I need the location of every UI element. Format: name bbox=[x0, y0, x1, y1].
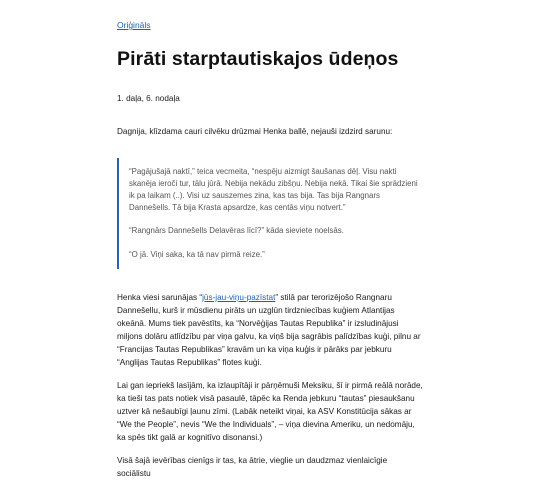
page-title: Pirāti starptautiskajos ūdeņos bbox=[117, 48, 399, 70]
inline-link[interactable]: jūs-jau-viņu-pazīstat bbox=[202, 292, 276, 302]
original-link[interactable]: Oriģināls bbox=[117, 20, 151, 30]
quote-paragraph: “Pagājušajā naktī,” teica vecmeita, “nespēju aizmigt šaušanas dēļ. Visu nakti skanēja ieroči tur, tālu jūrā. Nebija nekādu zibšņu. Nebija nekā. Tikai šie sprādzieni ik pa laikam (..). Visi uz sauszemes zina, kas tas bija. Tas bija Rangnars Dannešells. Tā bija Krasta apsardze, kas centās viņu notvert.” bbox=[129, 167, 418, 212]
article-body bbox=[117, 291, 423, 480]
body-text: Henka viesi sarunājas “ bbox=[117, 292, 203, 302]
body-paragraph: Lai gan iepriekš lasījām, ka izlaupītāji ir pārņēmuši Meksiku, šī ir pirmā reālā norāde, ka tieši tas pats notiek visā pasaulē, tāpēc ka Renda jebkuru “tautas” piesaukšanu uztver kā nešaubīgi ļaunu zīmi. (Labāk neteikt viņai, ka ASV Konstitūcija sākas ar “We the People”, nevis “We the Individuals”, – viņa dievina Ameriku, un nedomāju, ka spēs tikt galā ar kognitīvo disonansi.) bbox=[117, 380, 423, 442]
quote-block bbox=[117, 158, 423, 268]
chapter-label: 1. daļa, 6. nodaļa bbox=[117, 94, 180, 104]
quote-paragraph: “O jā. Viņi saka, ka tā nav pirmā reize.” bbox=[129, 249, 265, 259]
body-paragraph: Visā šajā ievērības cienīgs ir tas, ka ātrie, vieglie un daudzmaz vienlaicīgie sociālistu bbox=[117, 455, 388, 478]
intro-paragraph: Dagnija, klīzdama cauri cilvēku drūzmai Henka ballē, nejauši izdzird sarunu: bbox=[117, 127, 393, 137]
body-text: ” stilā par terorizējošo Rangnaru Dannešellu, kurš ir mūsdienu pirāts un uzglūn tirdzniecības kuģiem Atlantijas okeānā. Mums tiek pavēstīts, ka “Norvēģijas Tautas Republika” ir izsludinājusi miljons dolāru atlīdzību par viņa galvu, ka viņš bija sagrābis palīdzības kuģi, pilnu ar “Francijas Tautas Republikas” kravām un ka viņa kuģis ir pārāks par jebkuru “Anglijas Tautas Republikas” flotes kuģi. bbox=[117, 292, 421, 367]
quote-paragraph: “Rangnārs Dannešells Delavēras līcī?” kāda sieviete noelsās. bbox=[129, 226, 344, 236]
body-paragraph bbox=[117, 291, 423, 369]
